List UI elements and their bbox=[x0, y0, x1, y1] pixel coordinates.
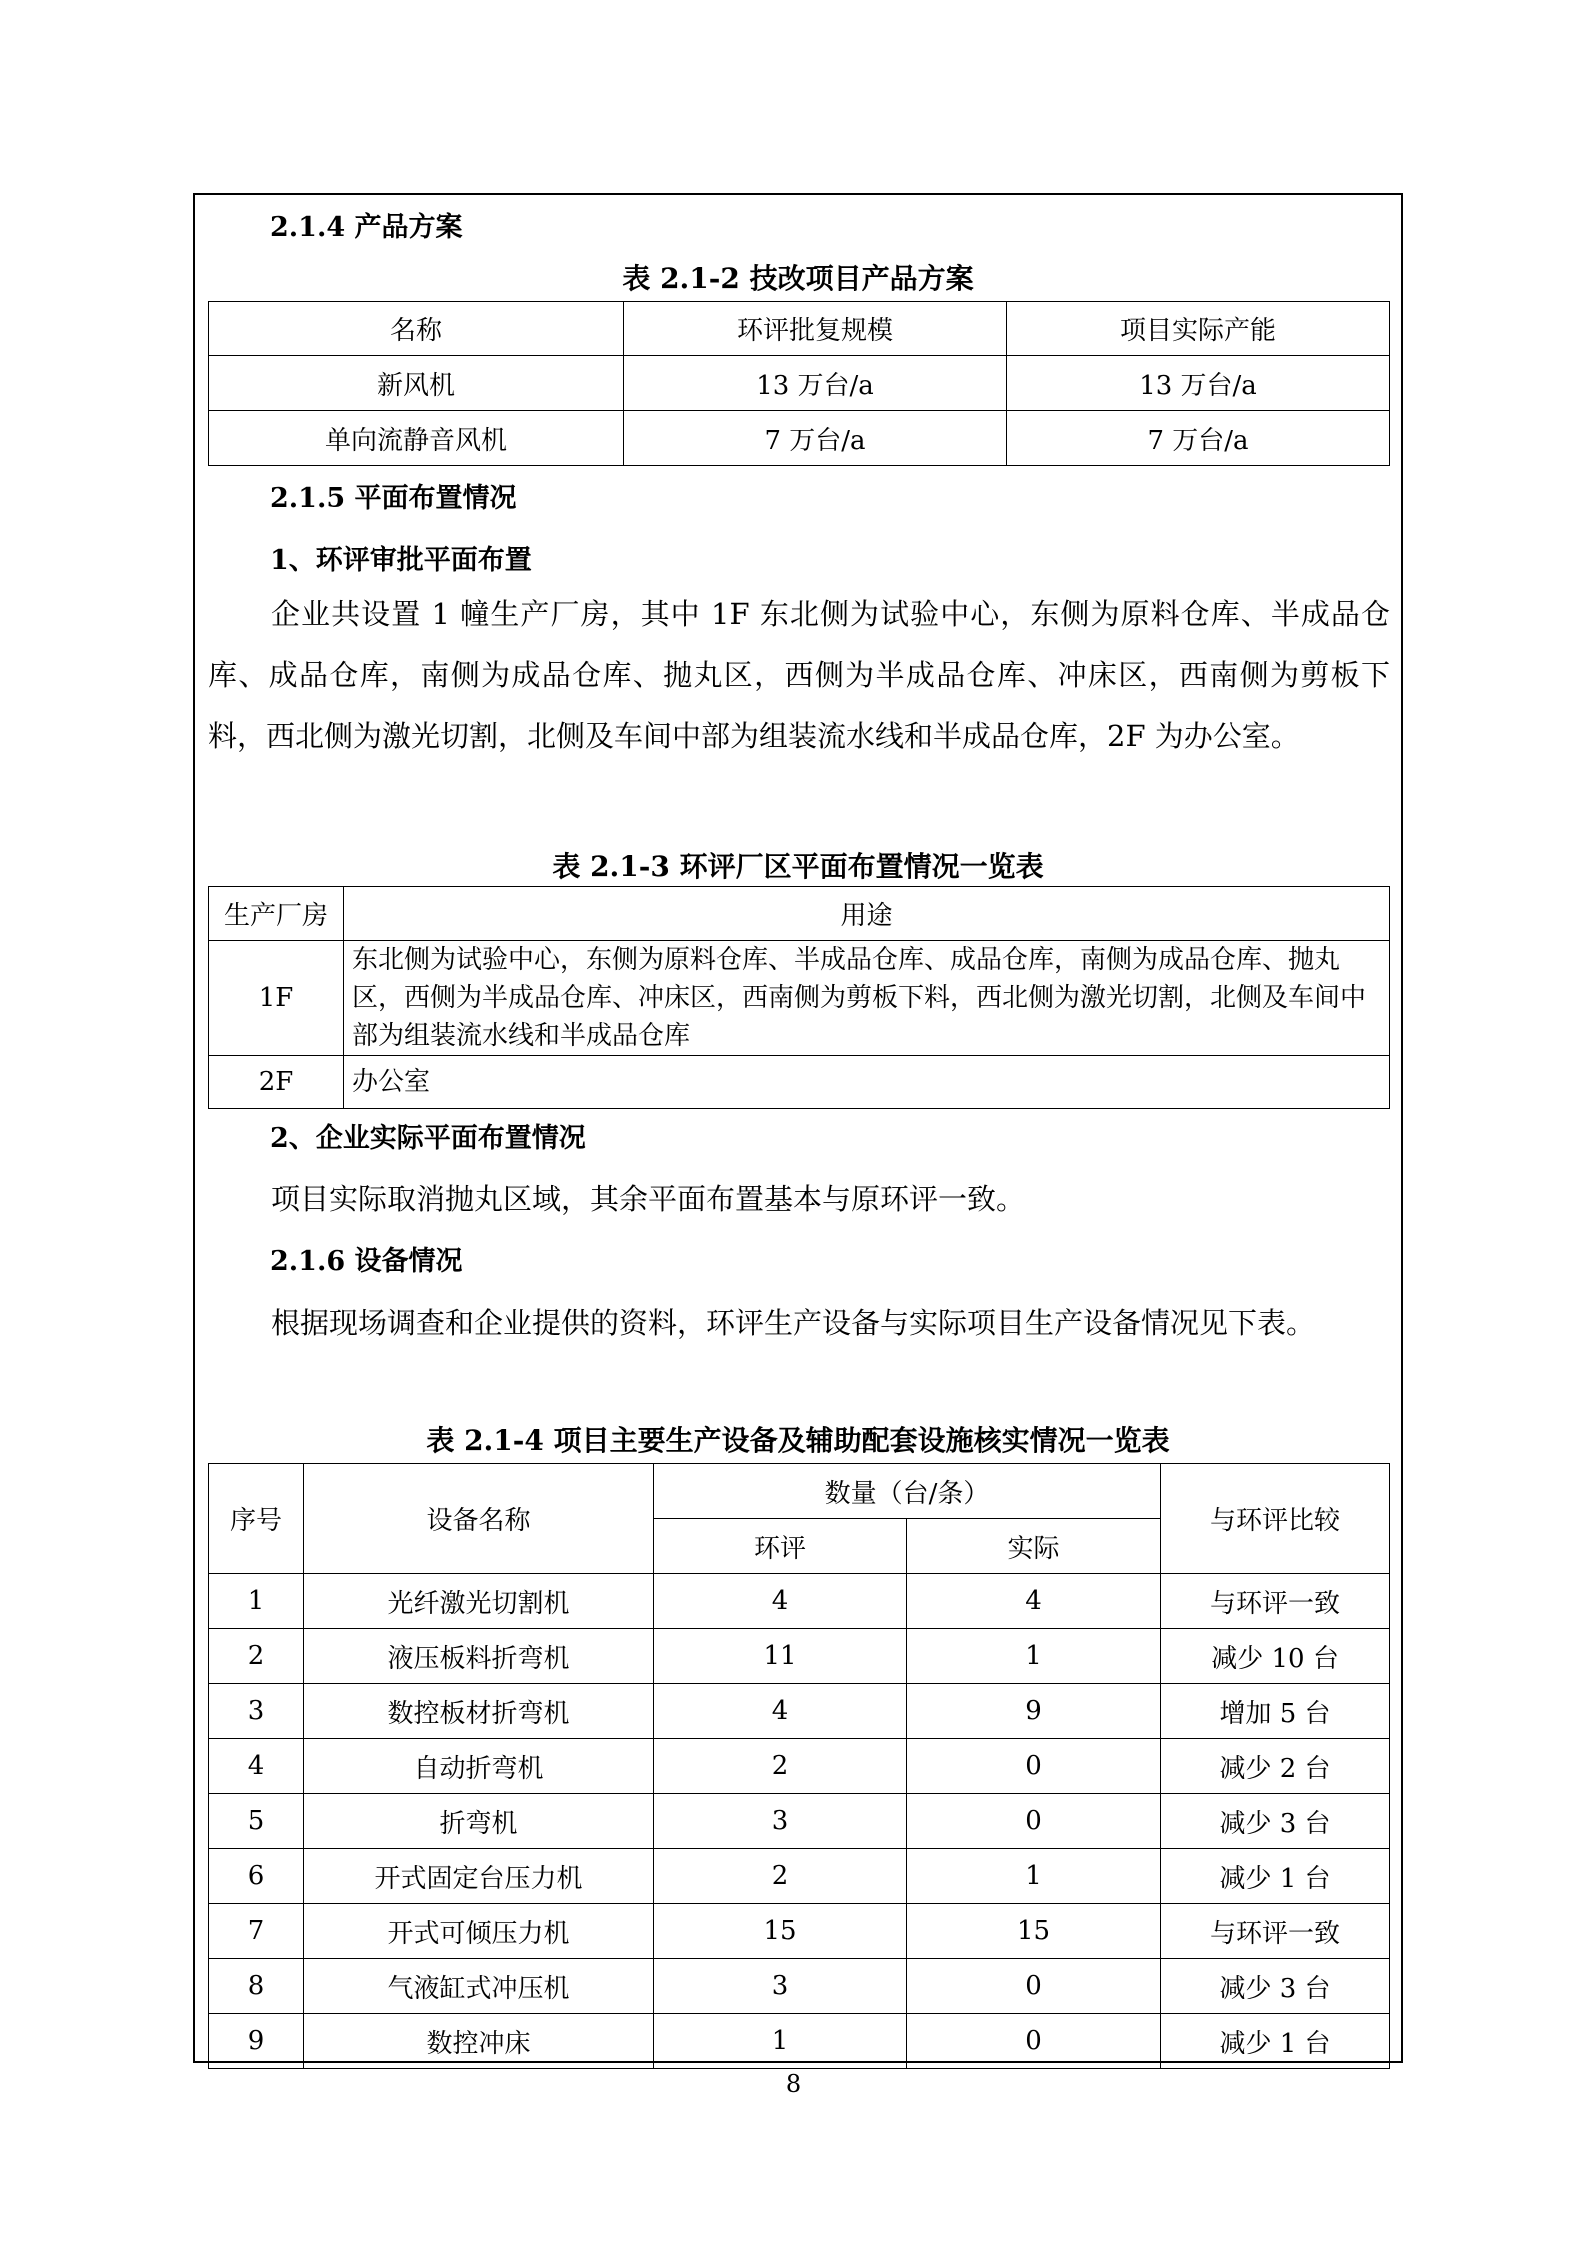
table-row bbox=[209, 2014, 1390, 2069]
table-cell: 2 bbox=[654, 1849, 907, 1904]
layout-table bbox=[208, 886, 1390, 1109]
table-cell: 7 bbox=[209, 1904, 304, 1959]
table-cell: 1 bbox=[209, 1574, 304, 1629]
table-cell: 数控板材折弯机 bbox=[304, 1684, 654, 1739]
table-cell: 4 bbox=[654, 1684, 907, 1739]
table-cell: 单向流静音风机 bbox=[209, 411, 624, 466]
table-cell: 11 bbox=[654, 1629, 907, 1684]
equipment-table-body bbox=[209, 1574, 1390, 2069]
table-cell: 7 万台/a bbox=[1007, 411, 1390, 466]
table-cell: 东北侧为试验中心，东侧为原料仓库、半成品仓库、成品仓库，南侧为成品仓库、抛丸区，西侧为半成品仓库、冲床区，西南侧为剪板下料，西北侧为激光切割，北侧及车间中部为组装流水线和半成品仓库 bbox=[344, 941, 1390, 1056]
equipment-table bbox=[208, 1463, 1390, 2069]
table-cell: 4 bbox=[209, 1739, 304, 1794]
table-row bbox=[209, 941, 1390, 1056]
table-row bbox=[209, 1629, 1390, 1684]
page-number: 8 bbox=[785, 2070, 802, 2098]
table-cell: 0 bbox=[907, 2014, 1161, 2069]
table-cell: 6 bbox=[209, 1849, 304, 1904]
table-row bbox=[209, 1574, 1390, 1629]
table-cell: 5 bbox=[209, 1794, 304, 1849]
table-cell: 2 bbox=[654, 1739, 907, 1794]
table-cell: 4 bbox=[907, 1574, 1161, 1629]
table-cell: 与环评一致 bbox=[1161, 1574, 1390, 1629]
table-cell: 15 bbox=[907, 1904, 1161, 1959]
table-cell: 开式固定台压力机 bbox=[304, 1849, 654, 1904]
table-row bbox=[209, 1959, 1390, 2014]
table-cell: 折弯机 bbox=[304, 1794, 654, 1849]
table-cell: 开式可倾压力机 bbox=[304, 1904, 654, 1959]
table-cell: 15 bbox=[654, 1904, 907, 1959]
table-cell: 4 bbox=[654, 1574, 907, 1629]
table-row bbox=[209, 1794, 1390, 1849]
table-cell: 减少 1 台 bbox=[1161, 1849, 1390, 1904]
table-cell: 3 bbox=[654, 1794, 907, 1849]
subheading-actual-layout: 2、企业实际平面布置情况 bbox=[270, 1123, 586, 1154]
table-cell: 数控冲床 bbox=[304, 2014, 654, 2069]
table-cell: 13 万台/a bbox=[624, 356, 1007, 411]
table-cell: 自动折弯机 bbox=[304, 1739, 654, 1794]
actual-layout-paragraph: 项目实际取消抛丸区域，其余平面布置基本与原环评一致。 bbox=[271, 1182, 1026, 1216]
table-cell: 光纤激光切割机 bbox=[304, 1574, 654, 1629]
table-2-1-2-caption: 表 2.1-2 技改项目产品方案 bbox=[622, 262, 974, 295]
table-row bbox=[209, 1849, 1390, 1904]
table-cell: 3 bbox=[654, 1959, 907, 2014]
table-cell: 3 bbox=[209, 1684, 304, 1739]
table-2-1-4-caption: 表 2.1-4 项目主要生产设备及辅助配套设施核实情况一览表 bbox=[426, 1424, 1170, 1457]
table-cell: 9 bbox=[907, 1684, 1161, 1739]
table-cell: 减少 3 台 bbox=[1161, 1959, 1390, 2014]
table-cell: 13 万台/a bbox=[1007, 356, 1390, 411]
table-row bbox=[209, 1056, 1390, 1109]
header-cell: 序号 bbox=[209, 1464, 304, 1574]
table-cell: 9 bbox=[209, 2014, 304, 2069]
table-cell: 气液缸式冲压机 bbox=[304, 1959, 654, 2014]
table-cell: 液压板料折弯机 bbox=[304, 1629, 654, 1684]
table-cell: 办公室 bbox=[344, 1056, 1390, 1109]
table-cell: 增加 5 台 bbox=[1161, 1684, 1390, 1739]
table-header-row bbox=[209, 887, 1390, 941]
table-row bbox=[209, 356, 1390, 411]
section-heading-2-1-6: 2.1.6 设备情况 bbox=[270, 1246, 463, 1277]
table-cell: 0 bbox=[907, 1739, 1161, 1794]
table-cell: 与环评一致 bbox=[1161, 1904, 1390, 1959]
table-cell: 0 bbox=[907, 1794, 1161, 1849]
table-row bbox=[209, 1684, 1390, 1739]
eia-layout-paragraph: 企业共设置 1 幢生产厂房，其中 1F 东北侧为试验中心，东侧为原料仓库、半成品仓库、成品仓库，南侧为成品仓库、抛丸区，西侧为半成品仓库、冲床区，西南侧为剪板下料，西北侧为激光切割，北侧及车间中部为组装流水线和半成品仓库，2F 为办公室。 bbox=[208, 597, 1390, 753]
section-heading-2-1-4: 2.1.4 产品方案 bbox=[270, 212, 463, 243]
table-cell: 1 bbox=[907, 1849, 1161, 1904]
header-cell: 项目实际产能 bbox=[1007, 302, 1390, 356]
section-heading-2-1-5: 2.1.5 平面布置情况 bbox=[270, 483, 517, 514]
table-row bbox=[209, 1739, 1390, 1794]
table-cell: 减少 1 台 bbox=[1161, 2014, 1390, 2069]
header-cell: 用途 bbox=[344, 887, 1390, 941]
header-cell: 环评 bbox=[654, 1519, 907, 1574]
table-header-row bbox=[209, 1464, 1390, 1519]
table-cell: 8 bbox=[209, 1959, 304, 2014]
table-cell: 减少 3 台 bbox=[1161, 1794, 1390, 1849]
header-cell: 名称 bbox=[209, 302, 624, 356]
table-cell: 1F bbox=[209, 941, 344, 1056]
header-cell: 环评批复规模 bbox=[624, 302, 1007, 356]
header-cell: 数量（台/条） bbox=[654, 1464, 1161, 1519]
table-cell: 1 bbox=[654, 2014, 907, 2069]
table-cell: 2 bbox=[209, 1629, 304, 1684]
equipment-intro-paragraph: 根据现场调查和企业提供的资料，环评生产设备与实际项目生产设备情况见下表。 bbox=[271, 1306, 1316, 1340]
header-cell: 与环评比较 bbox=[1161, 1464, 1390, 1574]
product-plan-table bbox=[208, 301, 1390, 466]
table-cell: 减少 10 台 bbox=[1161, 1629, 1390, 1684]
table-cell: 1 bbox=[907, 1629, 1161, 1684]
subheading-eia-layout: 1、环评审批平面布置 bbox=[270, 545, 532, 576]
table-cell: 7 万台/a bbox=[624, 411, 1007, 466]
header-cell: 设备名称 bbox=[304, 1464, 654, 1574]
table-cell: 减少 2 台 bbox=[1161, 1739, 1390, 1794]
table-cell: 2F bbox=[209, 1056, 344, 1109]
header-cell: 实际 bbox=[907, 1519, 1161, 1574]
table-cell: 0 bbox=[907, 1959, 1161, 2014]
table-cell: 新风机 bbox=[209, 356, 624, 411]
table-row bbox=[209, 1904, 1390, 1959]
table-row bbox=[209, 411, 1390, 466]
table-2-1-3-caption: 表 2.1-3 环评厂区平面布置情况一览表 bbox=[552, 850, 1044, 883]
header-cell: 生产厂房 bbox=[209, 887, 344, 941]
table-header-row bbox=[209, 302, 1390, 356]
